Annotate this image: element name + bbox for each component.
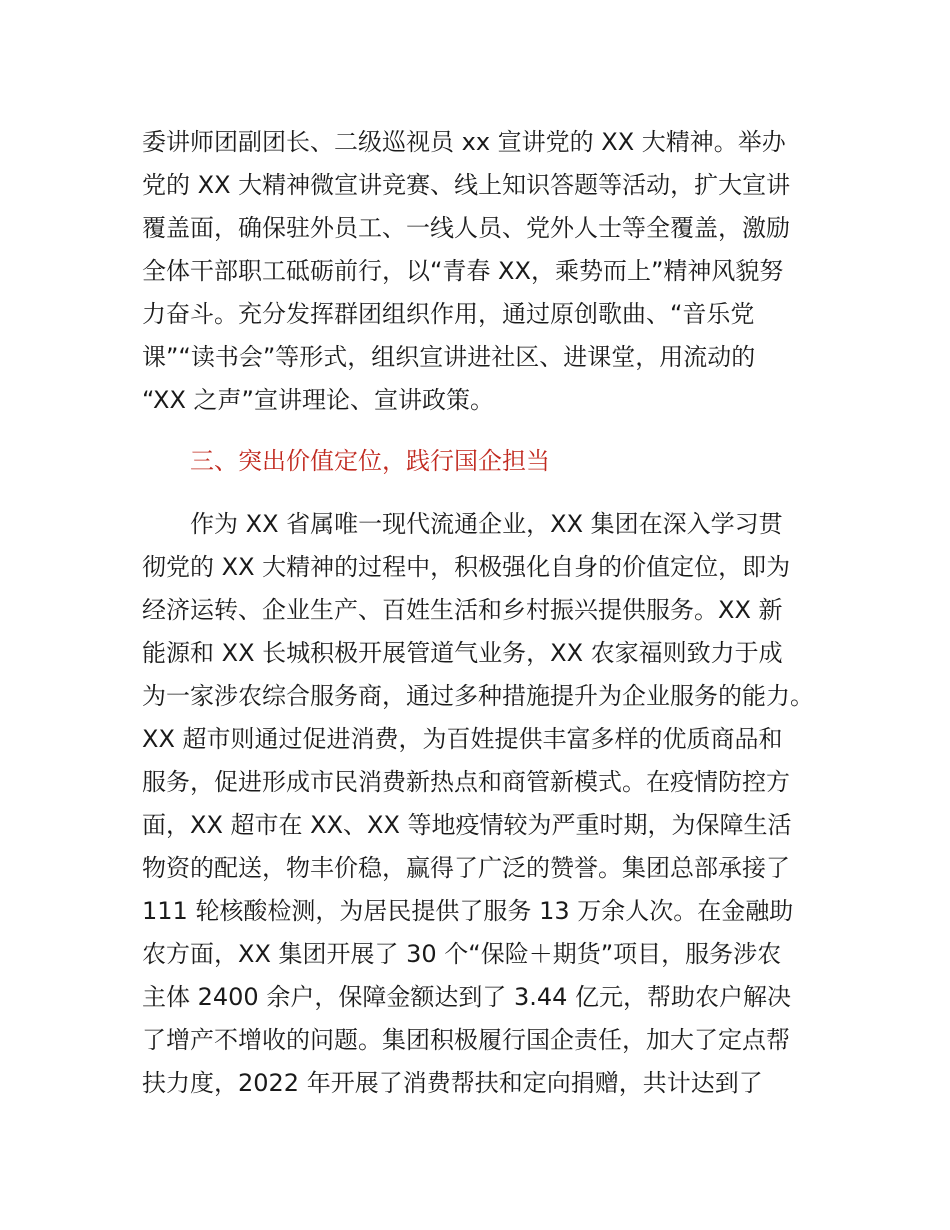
para2-line: 服务，促进形成市民消费新热点和商管新模式。在疫情防控方 (142, 768, 790, 796)
para1-line: “XX 之声”宣讲理论、宣讲政策。 (142, 386, 494, 414)
para2-line: 物资的配送，物丰价稳，赢得了广泛的赞誉。集团总部承接了 (142, 854, 790, 882)
section-heading: 三、突出价值定位，践行国企担当 (190, 447, 550, 475)
para2-line: 作为 XX 省属唯一现代流通企业，XX 集团在深入学习贯 (190, 510, 783, 538)
para2-line: 农方面，XX 集团开展了 30 个“保险＋期货”项目，服务涉农 (142, 940, 782, 968)
para1-line: 课”“读书会”等形式，组织宣讲进社区、进课堂，用流动的 (142, 343, 756, 371)
para2-line: 111 轮核酸检测，为居民提供了服务 13 万余人次。在金融助 (142, 897, 794, 925)
para2-line: 了增产不增收的问题。集团积极履行国企责任，加大了定点帮 (142, 1026, 790, 1054)
para2-line: 经济运转、企业生产、百姓生活和乡村振兴提供服务。XX 新 (142, 596, 783, 624)
para1-line: 党的 XX 大精神微宣讲竞赛、线上知识答题等活动，扩大宣讲 (142, 171, 791, 199)
para1-line: 委讲师团副团长、二级巡视员 xx 宣讲党的 XX 大精神。举办 (142, 128, 786, 156)
para1-line: 覆盖面，确保驻外员工、一线人员、党外人士等全覆盖，激励 (142, 214, 790, 242)
para2-line: XX 超市则通过促进消费，为百姓提供丰富多样的优质商品和 (142, 725, 783, 753)
para1-line: 力奋斗。充分发挥群团组织作用，通过原创歌曲、“音乐党 (142, 300, 755, 328)
para2-line: 能源和 XX 长城积极开展管道气业务，XX 农家福则致力于成 (142, 639, 783, 667)
para2-line: 为一家涉农综合服务商，通过多种措施提升为企业服务的能力。 (142, 682, 814, 710)
para2-line: 面，XX 超市在 XX、XX 等地疫情较为严重时期，为保障生活 (142, 811, 792, 839)
para1-line: 全体干部职工砥砺前行，以“青春 XX，乘势而上”精神风貌努 (142, 257, 784, 285)
para2-line: 主体 2400 余户，保障金额达到了 3.44 亿元，帮助农户解决 (142, 983, 792, 1011)
para2-line: 扶力度，2022 年开展了消费帮扶和定向捐赠，共计达到了 (142, 1069, 763, 1097)
para2-line: 彻党的 XX 大精神的过程中，积极强化自身的价值定位，即为 (142, 553, 791, 581)
